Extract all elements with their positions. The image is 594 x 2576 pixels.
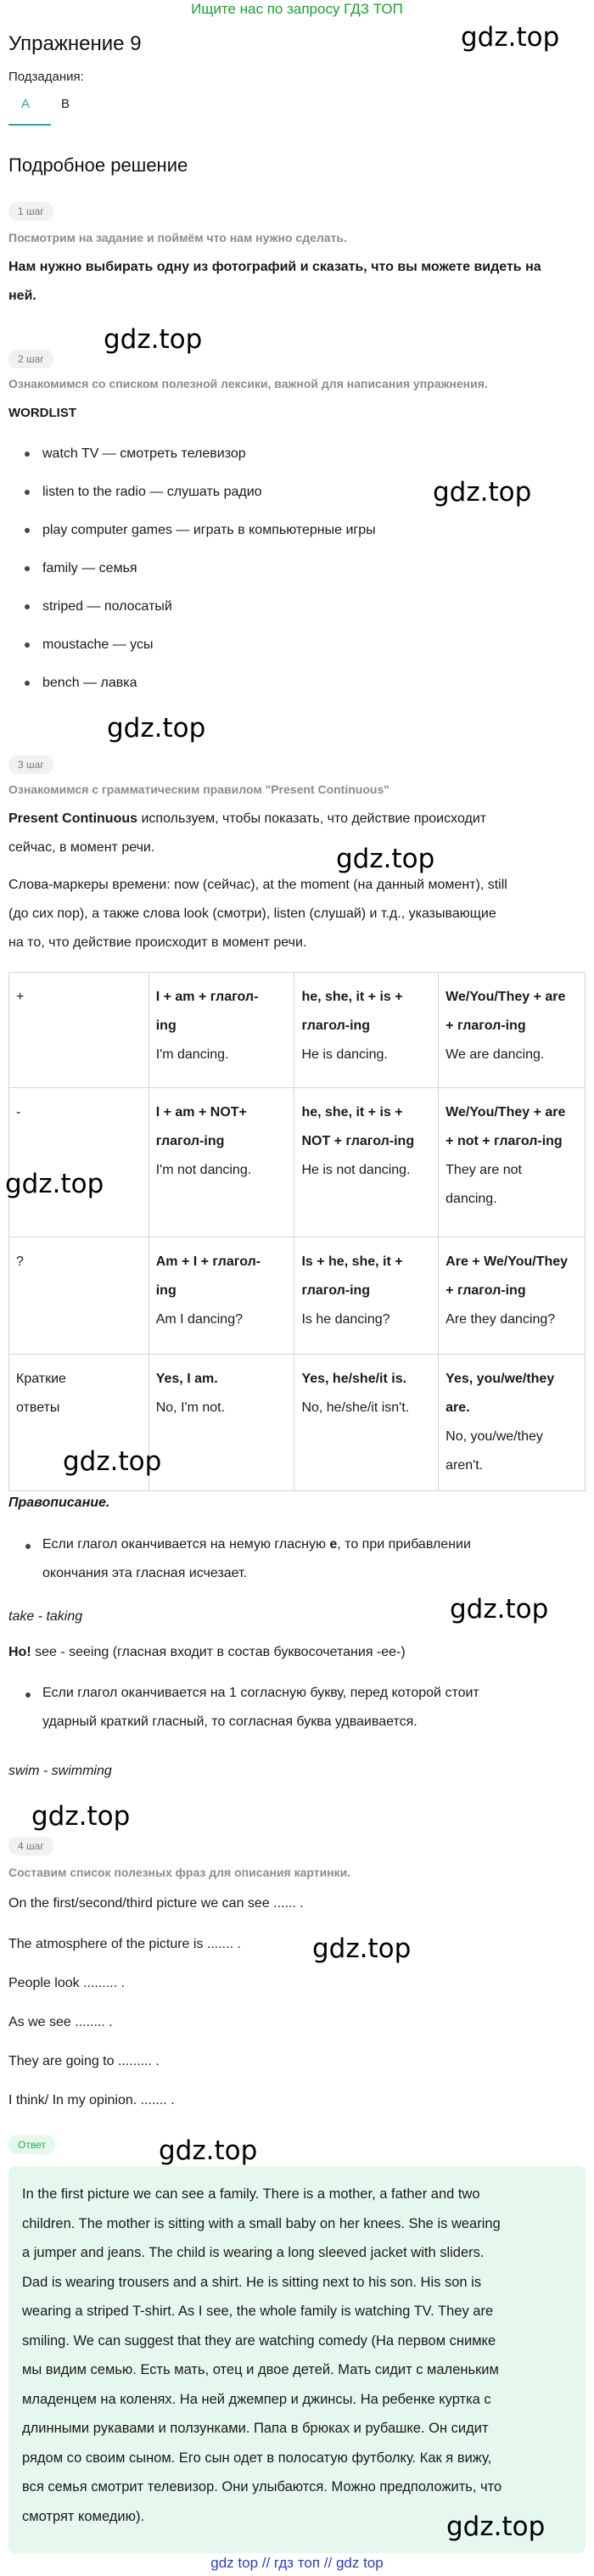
cell-formula: are.: [446, 1400, 470, 1415]
cell-formula: Are + We/You/They: [446, 1254, 569, 1269]
cell-formula: глагол-ing: [155, 1134, 225, 1148]
answer-line: smiling. We can suggest that they are watching comedy (На первом снимке: [22, 2332, 496, 2349]
subtask-tabs: [8, 92, 93, 127]
cell-example: He is not dancing.: [301, 1163, 411, 1177]
watermark: gdz.top: [461, 22, 560, 53]
bullet: [25, 1544, 31, 1549]
cell-formula: ing: [155, 1019, 177, 1033]
phrase: I think/ In my opinion. ....... .: [8, 2093, 175, 2107]
cell-example: I'm dancing.: [155, 1047, 229, 1062]
table-cell: [148, 973, 294, 1088]
watermark: gdz.top: [433, 477, 532, 508]
answer-line: a jumper and jeans. The child is wearing a long sleeved jacket with sliders.: [22, 2245, 485, 2260]
list-item: listen to the radio — слушать радио: [8, 473, 518, 511]
table-cell: [439, 1237, 586, 1355]
cell-example: No, I'm not.: [155, 1400, 226, 1415]
step-note: Посмотрим на задание и поймём что нам нужно сделать.: [8, 231, 347, 244]
grammar-markers: (до сих пор), а также слова look (смотри), listen (слушай) и т.д., указывающие: [8, 906, 496, 921]
step-badge: 1 шаг: [8, 202, 53, 221]
cell-formula: he, she, it + is +: [301, 990, 403, 1004]
active-tab-indicator: [8, 124, 51, 126]
watermark: gdz.top: [107, 713, 206, 744]
cell-formula: NOT + глагол-ing: [301, 1134, 415, 1148]
cell-formula: + глагол-ing: [446, 1019, 526, 1033]
phrase: On the first/second/third picture we can see ...... .: [8, 1896, 304, 1911]
grammar-line: сейчас, в момент речи.: [8, 840, 155, 855]
watermark: gdz.top: [159, 2135, 258, 2166]
list-item: striped — полосатый: [8, 587, 518, 626]
phrase: The atmosphere of the picture is ....... .: [8, 1937, 241, 1951]
cell-formula: + глагол-ing: [446, 1283, 526, 1298]
row-label: Краткие ответы: [9, 1355, 149, 1491]
cell-example: dancing.: [446, 1192, 497, 1206]
tab-b[interactable]: B: [61, 97, 70, 111]
spelling-rule: ударный краткий гласный, то согласная буква удваивается.: [42, 1715, 417, 1729]
step-note: Составим список полезных фраз для описания картинки.: [8, 1866, 351, 1879]
spelling-rule: Если глагол оканчивается на 1 согласную букву, перед которой стоит: [42, 1686, 479, 1700]
watermark: gdz.top: [63, 1446, 162, 1477]
grammar-line: Present Continuous используем, чтобы показать, что действие происходит: [8, 811, 487, 826]
step-text: ней.: [8, 289, 36, 303]
answer-line: смотрят комедию).: [22, 2508, 145, 2524]
row-label: +: [9, 973, 149, 1088]
watermark: gdz.top: [446, 2511, 546, 2542]
list-item: watch TV — смотреть телевизор: [8, 435, 518, 473]
page-title: Упражнение 9: [8, 32, 142, 55]
table-row: [9, 973, 586, 1088]
phrase: As we see ........ .: [8, 2015, 113, 2029]
list-item: family — семья: [8, 549, 518, 587]
cell-example: I'm not dancing.: [155, 1163, 252, 1177]
answer-badge: Ответ: [8, 2135, 55, 2154]
answer-box: [8, 2166, 586, 2553]
spelling-example: take - taking: [8, 1609, 83, 1624]
table-cell: [148, 1237, 294, 1355]
cell-formula: We/You/They + are: [446, 1105, 566, 1120]
cell-formula: Yes, he/she/it is.: [301, 1372, 407, 1386]
step-note: Ознакомимся со списком полезной лексики, важной для написания упражнения.: [8, 377, 488, 390]
cell-example: They are not: [446, 1163, 522, 1177]
spelling-rule: окончания эта гласная исчезает.: [42, 1566, 248, 1580]
cell-formula: Is + he, she, it +: [301, 1254, 403, 1269]
watermark: gdz.top: [31, 1801, 131, 1832]
step-badge: 2 шаг: [8, 350, 53, 368]
spelling-example: swim - swimming: [8, 1764, 112, 1778]
row-label: -: [9, 1088, 149, 1237]
grammar-markers: Слова-маркеры времени: now (сейчас), at the moment (на данный момент), still: [8, 878, 507, 892]
answer-line: wearing a striped T-shirt. As I see, the whole family is watching TV. They are: [22, 2304, 494, 2319]
step-note: Ознакомимся с грамматическим правилом "Present Continuous": [8, 783, 389, 796]
table-cell: [294, 1355, 439, 1491]
step-text: Нам нужно выбирать одну из фотографий и сказать, что вы можете видеть на: [8, 260, 541, 274]
cell-formula: глагол-ing: [301, 1019, 371, 1033]
watermark: gdz.top: [312, 1933, 412, 1964]
answer-line: рядом со своим сыном. Его сын одет в полосатую футболку. Как я вижу,: [22, 2450, 492, 2466]
grammar-markers: на то, что действие происходит в момент речи.: [8, 935, 307, 950]
footer-links[interactable]: gdz top // гдз топ // gdz top: [210, 2555, 384, 2571]
list-item: moustache — усы: [8, 626, 518, 664]
step-badge: 3 шаг: [8, 755, 53, 774]
answer-line: вся семья смотрит телевизор. Они улыбаются. Можно предположить, что: [22, 2479, 502, 2495]
cell-formula: ing: [155, 1283, 177, 1298]
cell-formula: he, she, it + is +: [301, 1105, 403, 1120]
cell-formula: Yes, you/we/they: [446, 1372, 555, 1386]
tab-a[interactable]: A: [21, 97, 31, 111]
cell-example: Are they dancing?: [446, 1312, 556, 1327]
cell-formula: + not + глагол-ing: [446, 1134, 563, 1148]
table-cell: [439, 1355, 586, 1491]
watermark: gdz.top: [450, 1594, 549, 1625]
cell-example: He is dancing.: [301, 1047, 388, 1062]
cell-example: No, you/we/they: [446, 1429, 543, 1444]
table-cell: [294, 1237, 439, 1355]
cell-formula: глагол-ing: [301, 1283, 371, 1298]
answer-line: мы видим семью. Есть мать, отец и двое детей. Мать сидит с маленьким: [22, 2362, 499, 2377]
table-cell: [294, 973, 439, 1088]
cell-example: Am I dancing?: [155, 1312, 243, 1327]
solution-heading: Подробное решение: [8, 154, 188, 176]
watermark: gdz.top: [336, 844, 435, 874]
grammar-term: Present Continuous: [8, 811, 138, 826]
cell-example: Is he dancing?: [301, 1312, 390, 1327]
table-cell: [148, 1355, 294, 1491]
cell-formula: Yes, I am.: [155, 1372, 218, 1386]
table-row: [9, 1088, 586, 1237]
spelling-heading: Правописание.: [8, 1496, 110, 1510]
wordlist: [8, 435, 518, 702]
step-badge: 4 шаг: [8, 1837, 53, 1855]
cell-example: aren't.: [446, 1458, 484, 1473]
subtasks-label: Подзадания:: [8, 70, 84, 84]
bullet: [25, 1692, 31, 1698]
cell-formula: Am + I + глагол-: [155, 1254, 261, 1269]
table-cell: [148, 1088, 294, 1237]
cell-example: No, he/she/it isn't.: [301, 1400, 410, 1415]
grammar-table: [8, 972, 586, 1491]
cell-formula: I + am + глагол-: [155, 990, 259, 1004]
phrase: People look ......... .: [8, 1976, 125, 1990]
table-cell: [439, 1088, 586, 1237]
phrase: They are going to ......... .: [8, 2054, 160, 2068]
cell-formula: I + am + NOT+: [155, 1105, 247, 1120]
wordlist-label: WORDLIST: [8, 406, 76, 420]
row-label: ?: [9, 1237, 149, 1355]
table-row: [9, 1237, 586, 1355]
answer-line: In the first picture we can see a family. There is a mother, a father and two: [22, 2186, 480, 2202]
answer-line: длинными рукавами и ползунками. Папа в брюках и рубашке. Он сидит: [22, 2421, 489, 2436]
answer-line: младенцем на коленях. На ней джемпер и джинсы. На ребенке куртка с: [22, 2391, 491, 2407]
list-item: bench — лавка: [8, 664, 518, 702]
table-cell: [439, 973, 586, 1088]
answer-line: children. The mother is sitting with a small baby on her knees. She is wearing: [22, 2215, 501, 2231]
watermark: gdz.top: [104, 324, 203, 355]
search-banner: Ищите нас по запросу ГДЗ ТОП: [191, 1, 403, 17]
spelling-rule: Если глагол оканчивается на немую гласную e, то при прибавлении: [42, 1537, 471, 1552]
answer-line: Dad is wearing trousers and a shirt. He is sitting next to his son. His son is: [22, 2274, 482, 2290]
cell-example: We are dancing.: [446, 1047, 545, 1062]
table-cell: [294, 1088, 439, 1237]
list-item: play computer games — играть в компьютерные игры: [8, 511, 518, 549]
spelling-note: Ho! see - seeing (гласная входит в состав буквосочетания -ee-): [8, 1645, 406, 1659]
watermark: gdz.top: [5, 1169, 104, 1199]
cell-formula: We/You/They + are: [446, 990, 566, 1004]
